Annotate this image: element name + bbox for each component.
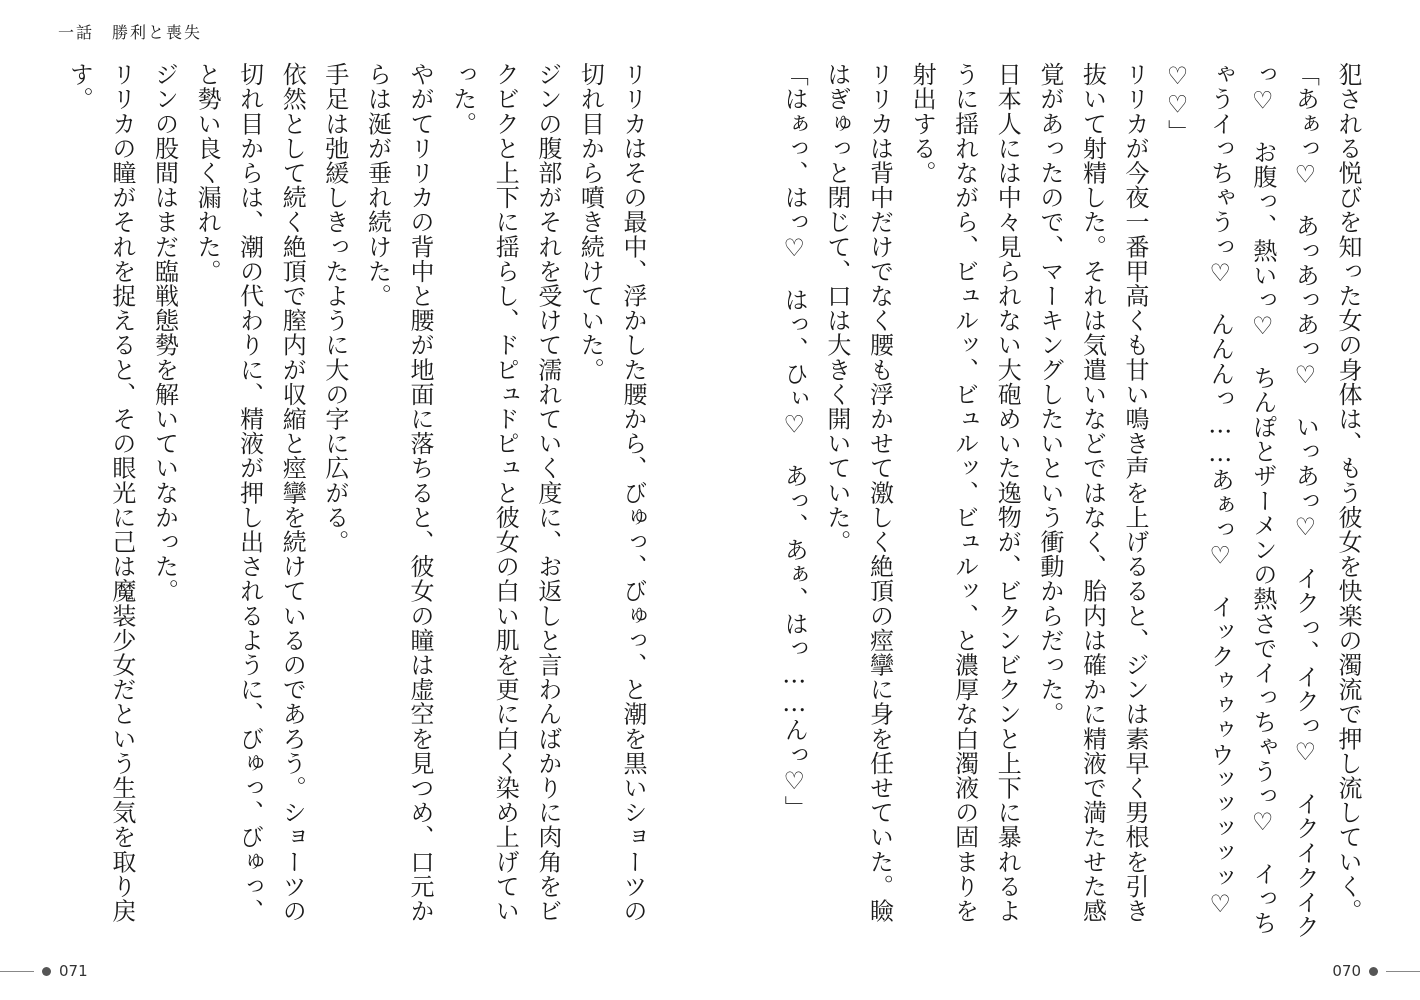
paragraph: 依然として続く絶頂で膣内が収縮と痙攣を続けているのであろう。ショーツの切れ目からは、潮の代わりに、精液が押し出されるように、びゅっ、びゅっ、と勢い良く漏れた。 (193, 62, 307, 923)
footer-dot-icon (1369, 967, 1378, 976)
paragraph: 日本人には中々見られない大砲めいた逸物が、ビクンビクンと上下に暴れるように揺れながら、ビュルッ、ビュルッ、ビュルッ、と濃厚な白濁液の固まりを射出する。 (908, 62, 1022, 923)
left-page-footer (0, 960, 88, 982)
paragraph: リリカが今夜一番甲高くも甘い鳴き声を上げるると、ジンは素早く男根を引き抜いて射精した。それは気遣いなどではなく、胎内は確かに精液で満たせた感覚があったので、マーキングしたいという衝動からだった。 (1035, 62, 1150, 923)
footer-dot-icon (42, 967, 51, 976)
dialogue-line: 「あぁっ♡ あっあっあっ♡ いっあっ♡ イクっ、イクっ♡ イクイクイクっ♡ お腹っ、熱いっ♡ ちんぽとザーメンの熱さでイっちゃうっ♡ イっちゃうイっちゃうっ♡ んんんっ……あぁっ♡ イックゥゥゥウッッッッッ♡♡♡」 (1163, 62, 1320, 939)
paragraph: リリカの瞳がそれを捉えると、その眼光に己は魔装少女だという生気を取り戻す。 (65, 62, 136, 923)
paragraph: 犯される悦びを知った女の身体は、もう彼女を快楽の濁流で押し流していく。 (1334, 62, 1362, 923)
paragraph: リリカは背中だけでなく腰も浮かせて激しく絶頂の痙攣に身を任せていた。瞼はぎゅっと閉じて、口は大きく開いていた。 (822, 62, 894, 923)
left-page-body (58, 62, 654, 942)
paragraph: ジンの股間はまだ臨戦態勢を解いていなかった。 (150, 62, 179, 604)
footer-rule (0, 971, 34, 972)
running-head: 一話 勝利と喪失 (58, 23, 203, 42)
right-page-footer (1332, 960, 1420, 982)
page-number: 070 (1332, 962, 1361, 980)
right-page-body (773, 62, 1369, 942)
page-number: 071 (59, 962, 88, 980)
paragraph: リリカはその最中、浮かした腰から、びゅっ、びゅっ、と潮を黒いショーツの切れ目から噴き続けていた。 (576, 62, 647, 923)
paragraph: 手足は弛緩しきったように大の字に広がる。 (320, 62, 349, 554)
right-page (710, 0, 1420, 1000)
paragraph: ジンの腹部がそれを受けて濡れていく度に、お返しと言わんばかりに肉角をビクビクと上下に揺らし、ドピュドピュと彼女の白い肌を更に白く染め上げていった。 (448, 62, 562, 923)
footer-rule (1386, 971, 1420, 972)
paragraph: やがてリリカの背中と腰が地面に落ちると、彼女の瞳は虚空を見つめ、口元からは涎が垂れ続けた。 (363, 62, 435, 923)
dialogue-line: 「はぁっ、はっ♡ はっ、ひぃ♡ あっ、あぁ、はっ……んっ♡」 (780, 62, 809, 820)
